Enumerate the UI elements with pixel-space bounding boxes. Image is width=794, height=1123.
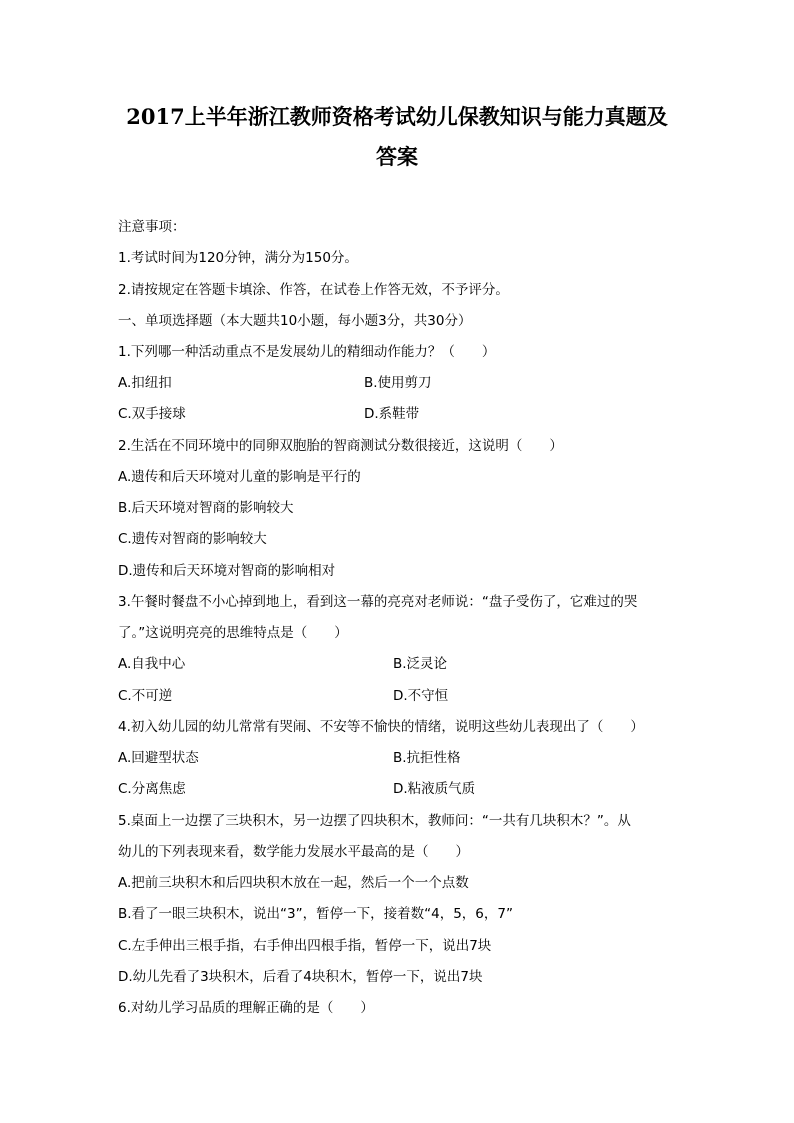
- question-1-option-c: C.双手接球: [118, 406, 186, 422]
- document-title-line2: 答案: [376, 144, 418, 169]
- question-5-option-a: A.把前三块积木和后四块积木放在一起，然后一个一个点数: [118, 875, 469, 891]
- question-5-stem-line2: 幼儿的下列表现来看，数学能力发展水平最高的是（ ）: [118, 844, 469, 860]
- question-2-option-b: B.后天环境对智商的影响较大: [118, 500, 294, 516]
- question-1-option-d: D.系鞋带: [364, 406, 420, 422]
- question-3-stem-line2: 了。”这说明亮亮的思维特点是（ ）: [118, 625, 348, 641]
- question-4-stem: 4.初入幼儿园的幼儿常常有哭闹、不安等不愉快的情绪，说明这些幼儿表现出了（ ）: [118, 719, 644, 735]
- question-4-option-c: C.分离焦虑: [118, 781, 186, 797]
- question-2-stem: 2.生活在不同环境中的同卵双胞胎的智商测试分数很接近，这说明（ ）: [118, 438, 563, 454]
- question-1-stem: 1.下列哪一种活动重点不是发展幼儿的精细动作能力？（ ）: [118, 344, 496, 360]
- question-4-option-a: A.回避型状态: [118, 750, 199, 766]
- question-1-option-a: A.扣纽扣: [118, 375, 172, 391]
- question-5-stem-line1: 5.桌面上一边摆了三块积木，另一边摆了四块积木，教师问：“一共有几块积木？”。从: [118, 813, 631, 829]
- question-6-stem: 6.对幼儿学习品质的理解正确的是（ ）: [118, 1000, 374, 1016]
- question-3-option-c: C.不可逆: [118, 688, 173, 704]
- question-3-option-d: D.不守恒: [393, 688, 449, 704]
- question-5-option-b: B.看了一眼三块积木，说出“3”，暂停一下，接着数“4，5，6，7”: [118, 906, 513, 922]
- question-2-option-a: A.遗传和后天环境对儿童的影响是平行的: [118, 469, 361, 485]
- question-3-option-b: B.泛灵论: [393, 656, 448, 672]
- question-3-option-a: A.自我中心: [118, 656, 186, 672]
- question-1-option-b: B.使用剪刀: [364, 375, 432, 391]
- section-heading: 一、单项选择题（本大题共10小题，每小题3分，共30分）: [118, 313, 472, 329]
- question-2-option-c: C.遗传对智商的影响较大: [118, 531, 267, 547]
- document-title-line1: 2017上半年浙江教师资格考试幼儿保教知识与能力真题及: [126, 104, 668, 129]
- notice-item-2: 2.请按规定在答题卡填涂、作答，在试卷上作答无效，不予评分。: [118, 282, 509, 298]
- question-3-stem-line1: 3.午餐时餐盘不小心掉到地上，看到这一幕的亮亮对老师说：“盘子受伤了，它难过的哭: [118, 594, 638, 610]
- question-4-option-b: B.抗拒性格: [393, 750, 461, 766]
- question-2-option-d: D.遗传和后天环境对智商的影响相对: [118, 563, 336, 579]
- notice-heading: 注意事项：: [118, 219, 186, 235]
- question-5-option-c: C.左手伸出三根手指，右手伸出四根手指，暂停一下，说出7块: [118, 938, 492, 954]
- notice-item-1: 1.考试时间为120分钟，满分为150分。: [118, 250, 358, 266]
- question-5-option-d: D.幼儿先看了3块积木，后看了4块积木，暂停一下，说出7块: [118, 969, 483, 985]
- question-4-option-d: D.粘液质气质: [393, 781, 476, 797]
